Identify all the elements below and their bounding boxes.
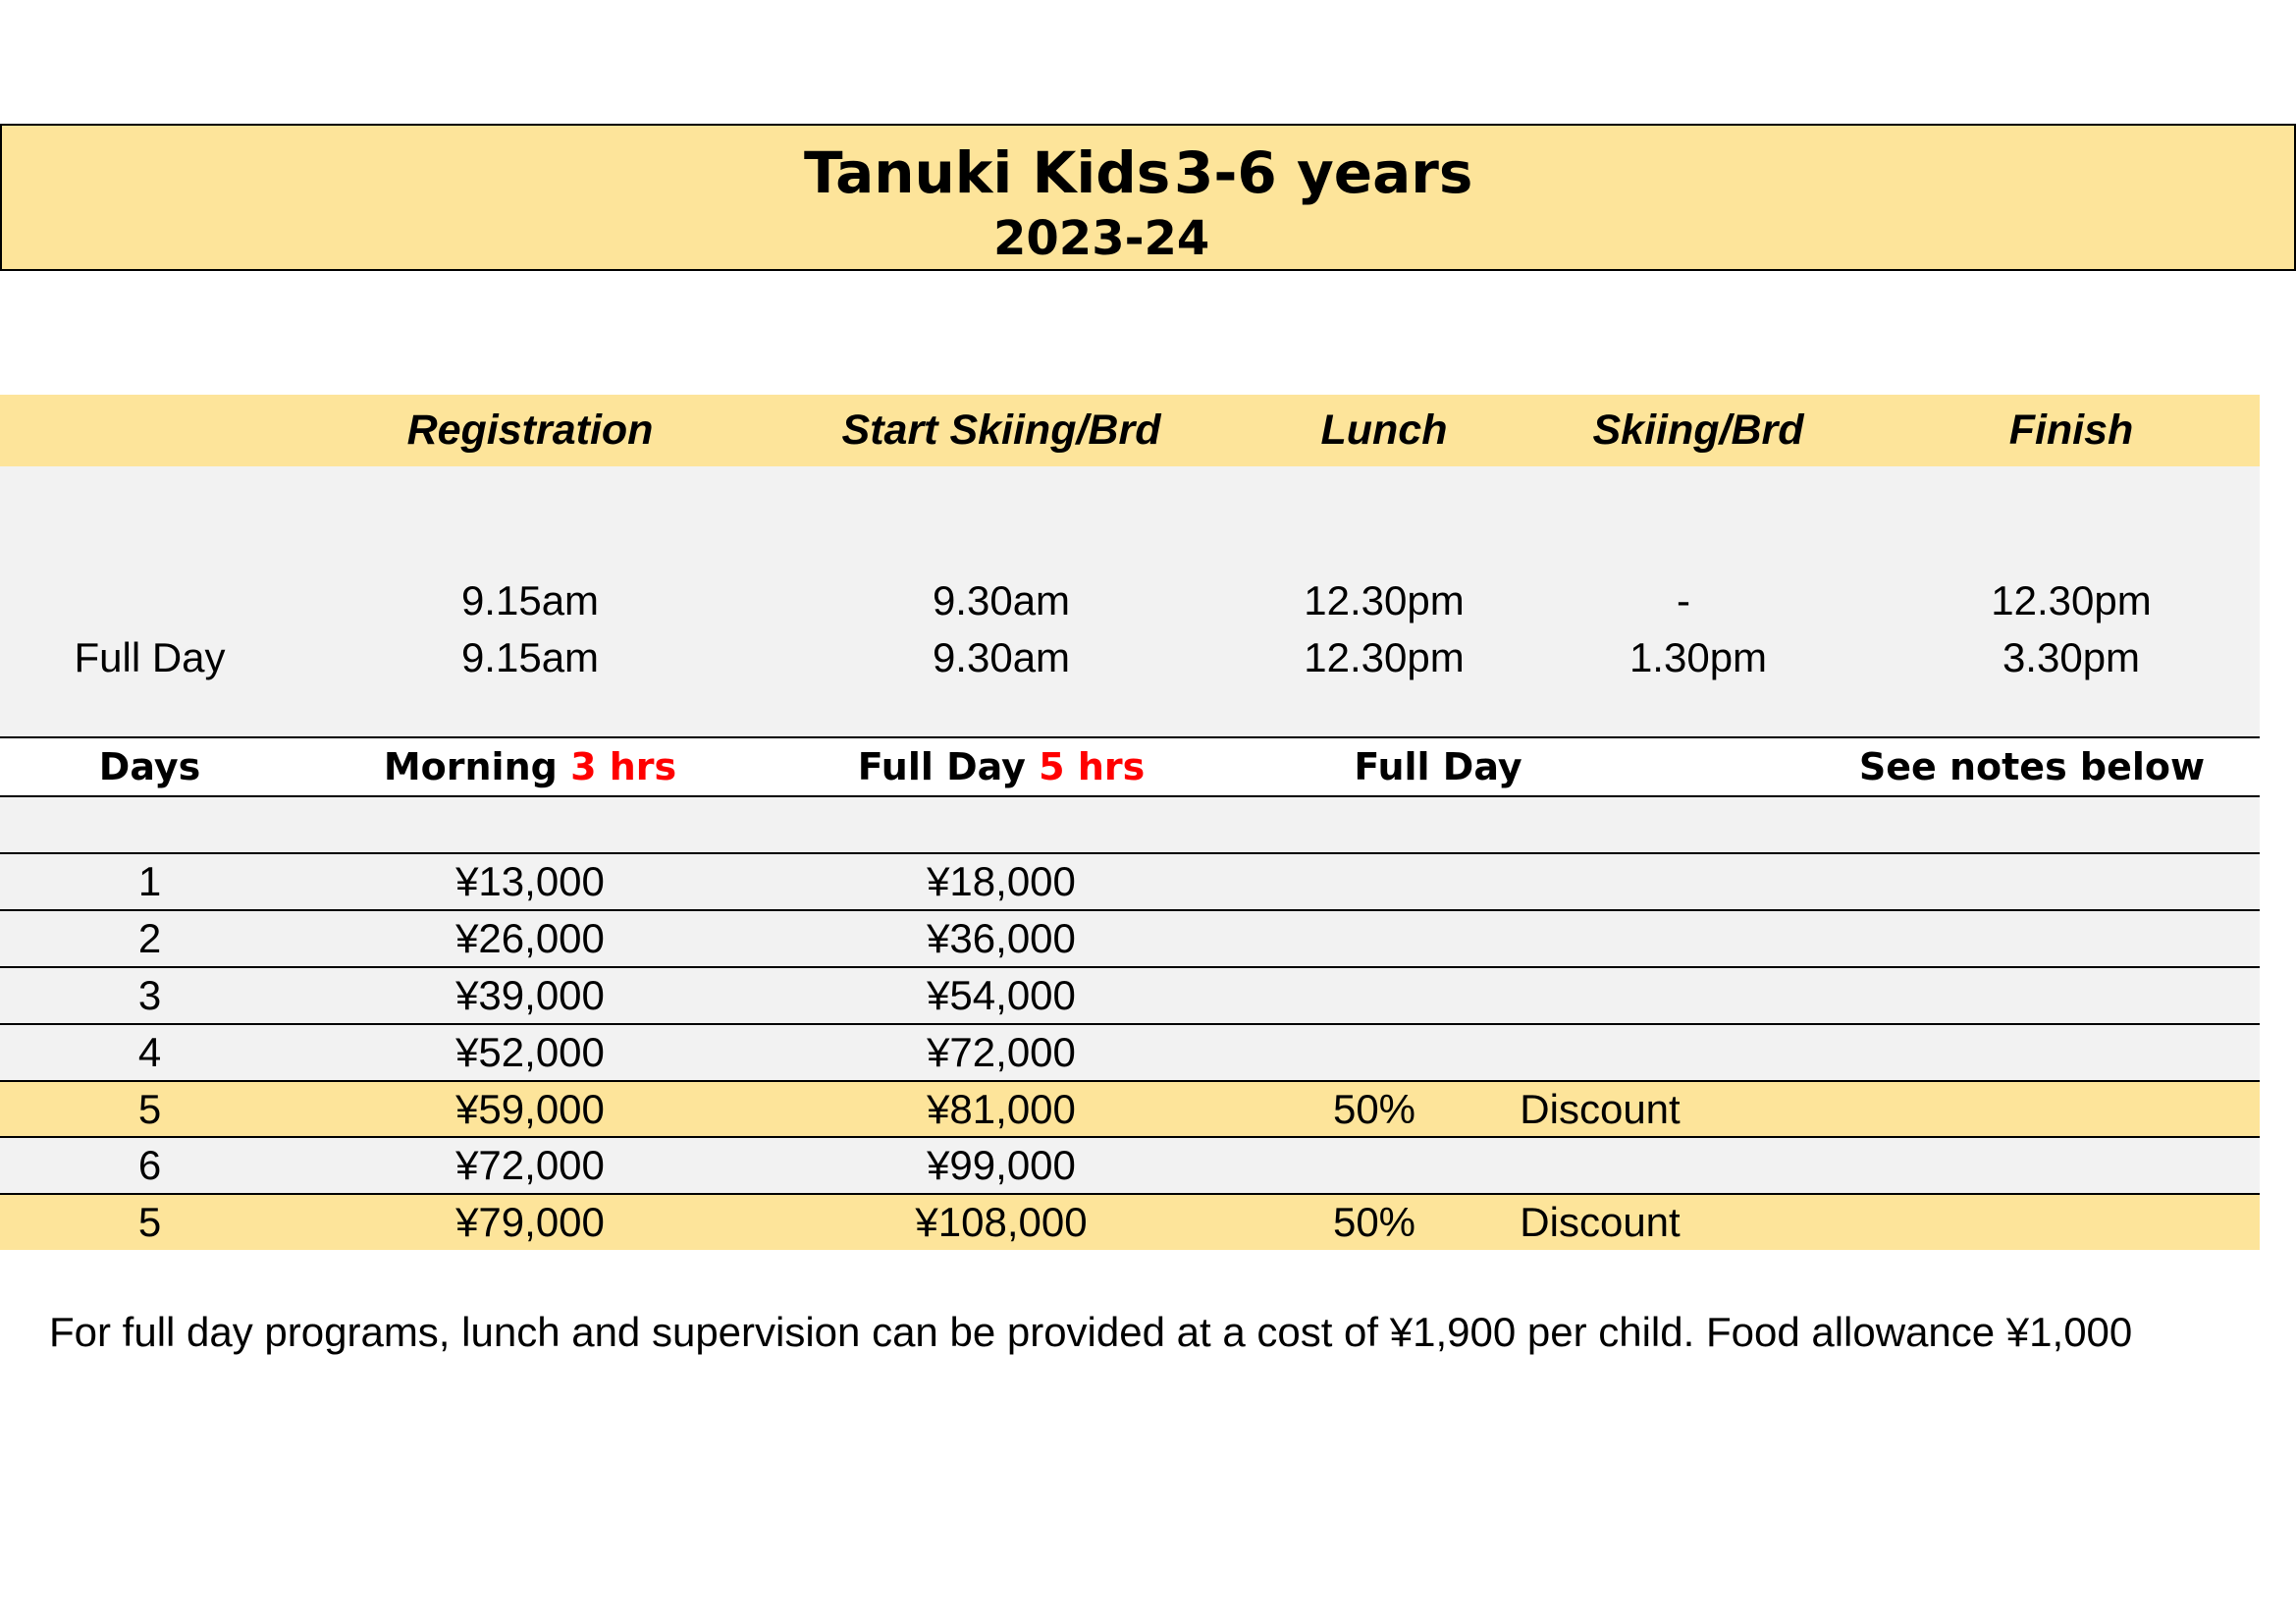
row-fullday-price: ¥99,000 bbox=[927, 1142, 1076, 1188]
header-fullday-label: Full Day bbox=[857, 745, 1026, 788]
title-banner bbox=[0, 124, 2296, 271]
row-days: 4 bbox=[137, 1029, 162, 1075]
row-fullday-price: ¥36,000 bbox=[927, 915, 1076, 961]
row-morning-price: ¥39,000 bbox=[455, 972, 605, 1018]
season-label: 2023-24 bbox=[993, 211, 1210, 266]
header-morning-label: Morning bbox=[383, 745, 558, 788]
schedule-row-label: Full Day bbox=[74, 634, 226, 680]
row-days: 3 bbox=[137, 972, 162, 1018]
schedule-lunch-time: 12.30pm bbox=[1304, 634, 1465, 680]
schedule-skiing-time: - bbox=[1677, 577, 1690, 623]
lunch-note: For full day programs, lunch and supervision can be provided at a cost of ¥1,900 per child. Food allowance ¥1,000 bbox=[49, 1309, 2133, 1355]
schedule-skiing-time: 1.30pm bbox=[1629, 634, 1768, 680]
row-morning-price: ¥72,000 bbox=[455, 1142, 605, 1188]
header-fullday-2: Full Day bbox=[1354, 745, 1522, 788]
header-lunch: Lunch bbox=[1320, 406, 1448, 454]
row-discount-label: Discount bbox=[1520, 1199, 1681, 1245]
row-morning-price: ¥26,000 bbox=[455, 915, 605, 961]
schedule-registration-time: 9.15am bbox=[460, 634, 600, 680]
program-title: Tanuki Kids bbox=[804, 139, 1171, 206]
row-fullday-price: ¥72,000 bbox=[927, 1029, 1076, 1075]
row-fullday-price: ¥54,000 bbox=[927, 972, 1076, 1018]
age-range: 3-6 years bbox=[1174, 139, 1473, 206]
header-morning-hours: 3 hrs bbox=[570, 745, 677, 788]
schedule-lunch-time: 12.30pm bbox=[1304, 577, 1465, 623]
schedule-finish-time: 3.30pm bbox=[2002, 634, 2141, 680]
row-days: 2 bbox=[137, 915, 162, 961]
row-days: 5 bbox=[137, 1199, 162, 1245]
row-fullday-price: ¥81,000 bbox=[927, 1085, 1076, 1132]
header-days: Days bbox=[98, 745, 201, 788]
row-fullday-price: ¥18,000 bbox=[927, 858, 1076, 904]
row-discount-percent: 50% bbox=[1332, 1085, 1416, 1132]
header-registration: Registration bbox=[406, 406, 654, 454]
row-morning-price: ¥79,000 bbox=[455, 1199, 605, 1245]
schedule-start-time: 9.30am bbox=[932, 634, 1071, 680]
row-fullday-price: ¥108,000 bbox=[915, 1199, 1088, 1245]
divider bbox=[0, 795, 2260, 797]
row-morning-price: ¥13,000 bbox=[455, 858, 605, 904]
schedule-registration-time: 9.15am bbox=[460, 577, 600, 623]
schedule-finish-time: 12.30pm bbox=[1991, 577, 2152, 623]
row-days: 1 bbox=[137, 858, 162, 904]
header-fullday bbox=[805, 738, 1198, 795]
row-discount-percent: 50% bbox=[1332, 1199, 1416, 1245]
row-days: 5 bbox=[137, 1085, 162, 1132]
header-notes: See notes below bbox=[1858, 745, 2206, 788]
header-finish: Finish bbox=[2008, 406, 2134, 454]
row-morning-price: ¥59,000 bbox=[455, 1085, 605, 1132]
schedule-row-label bbox=[0, 573, 299, 628]
header-fullday-hours: 5 hrs bbox=[1039, 745, 1146, 788]
row-days: 6 bbox=[137, 1142, 162, 1188]
row-discount-label: Discount bbox=[1520, 1085, 1681, 1132]
header-skiing: Skiing/Brd bbox=[1592, 406, 1804, 454]
schedule-start-time: 9.30am bbox=[932, 577, 1071, 623]
header-morning bbox=[334, 738, 726, 795]
schedule-header-row bbox=[0, 395, 2260, 466]
row-morning-price: ¥52,000 bbox=[455, 1029, 605, 1075]
header-start-skiing: Start Skiing/Brd bbox=[841, 406, 1161, 454]
